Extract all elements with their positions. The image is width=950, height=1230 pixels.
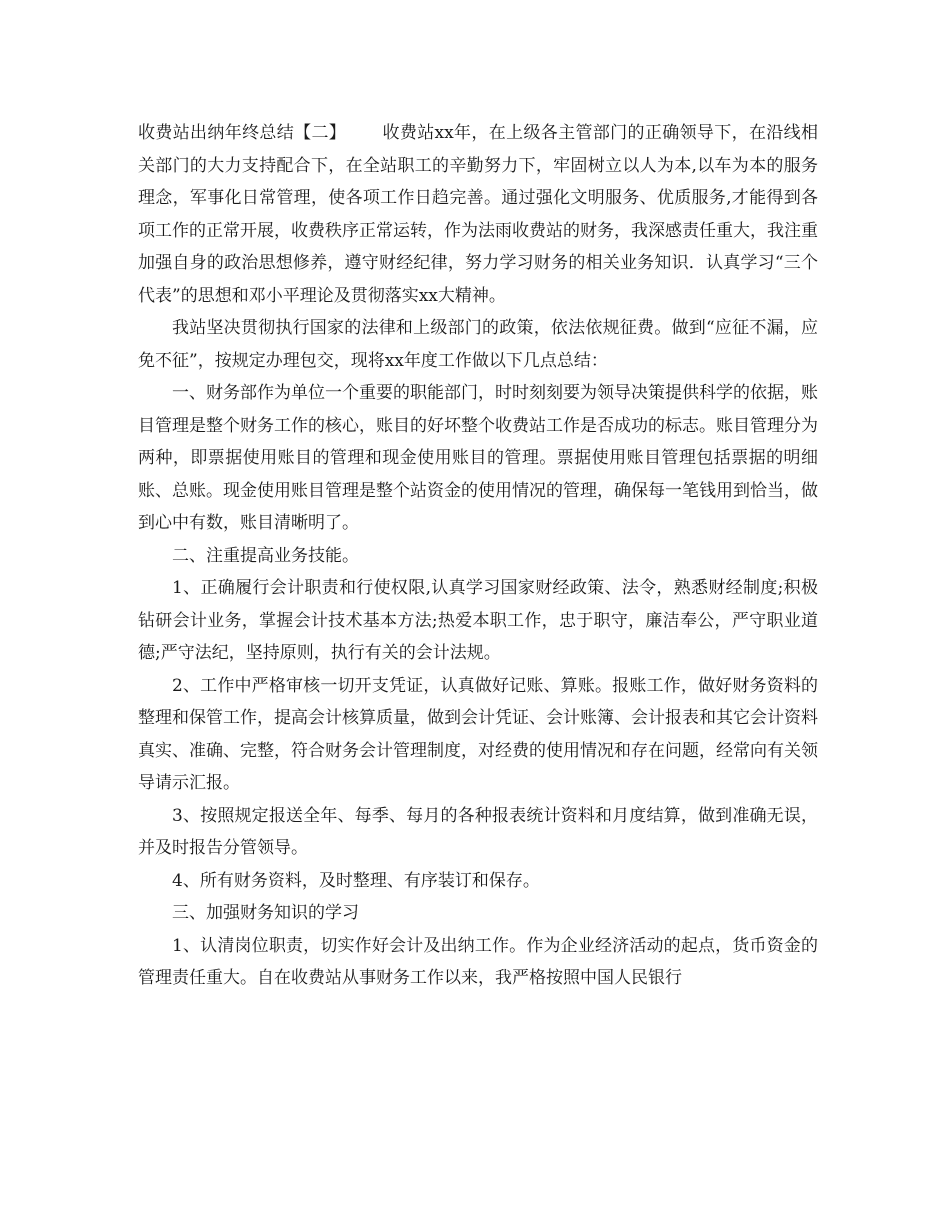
intro-paragraph bbox=[138, 117, 818, 312]
document-body bbox=[138, 117, 818, 995]
section-1-paragraph: 一、财务部作为单位一个重要的职能部门，时时刻刻要为领导决策提供科学的依据，账目管理是整个财务工作的核心，账目的好坏整个收费站工作是否成功的标志。账目管理分为两种，即票据使用账目的管理和现金使用账目的管理。票据使用账目管理包括票据的明细账、总账。现金使用账目管理是整个站资金的使用情况的管理，确保每一笔钱用到恰当，做到心中有数，账目清晰明了。 bbox=[138, 383, 818, 533]
section-2-heading: 二、注重提高业务技能。 bbox=[172, 545, 359, 566]
intro-text: 收费站xx年，在上级各主管部门的正确领导下，在沿线相关部门的大力支持配合下，在全站职工的辛勤努力下，牢固树立以人为本,以车为本的服务理念，军事化日常管理，使各项工作日趋完善。通过强化文明服务、优质服务,才能得到各项工作的正常开展，收费秩序正常运转，作为法雨收费站的财务，我深感责任重大，我注重加强自身的政治思想修养，遵守财经纪律，努力学习财务的相关业务知识．认真学习“三个代表”的思想和邓小平理论及贯彻落实xx大精神。 bbox=[138, 123, 818, 306]
item-2-1-paragraph: 1、正确履行会计职责和行使权限,认真学习国家财经政策、法令，熟悉财经制度;积极钻研会计业务，掌握会计技术基本方法;热爱本职工作，忠于职守，廉洁奉公，严守职业道德;严守法纪，坚持原则，执行有关的会计法规。 bbox=[138, 578, 818, 663]
section-3-heading: 三、加强财务知识的学习 bbox=[172, 903, 359, 923]
policy-paragraph: 我站坚决贯彻执行国家的法律和上级部门的政策，依法依规征费。做到“应征不漏，应免不征”，按规定办理包交，现将xx年度工作做以下几点总结： bbox=[138, 318, 818, 371]
item-2-4-paragraph: 4、所有财务资料，及时整理、有序装订和保存。 bbox=[172, 870, 540, 891]
item-2-3-paragraph: 3、按照规定报送全年、每季、每月的各种报表统计资料和月度结算，做到准确无误，并及时报告分管领导。 bbox=[138, 805, 818, 858]
item-2-2-paragraph: 2、工作中严格审核一切开支凭证，认真做好记账、算账。报账工作，做好财务资料的整理和保管工作，提高会计核算质量，做到会计凭证、会计账簿、会计报表和其它会计资料真实、准确、完整，符合财务会计管理制度，对经费的使用情况和存在问题，经常向有关领导请示汇报。 bbox=[138, 675, 818, 793]
item-3-1-paragraph: 1、认清岗位职责，切实作好会计及出纳工作。作为企业经济活动的起点，货币资金的管理责任重大。自在收费站从事财务工作以来，我严格按照中国人民银行 bbox=[138, 935, 818, 988]
document-title: 收费站出纳年终总结【二】 bbox=[138, 123, 347, 143]
